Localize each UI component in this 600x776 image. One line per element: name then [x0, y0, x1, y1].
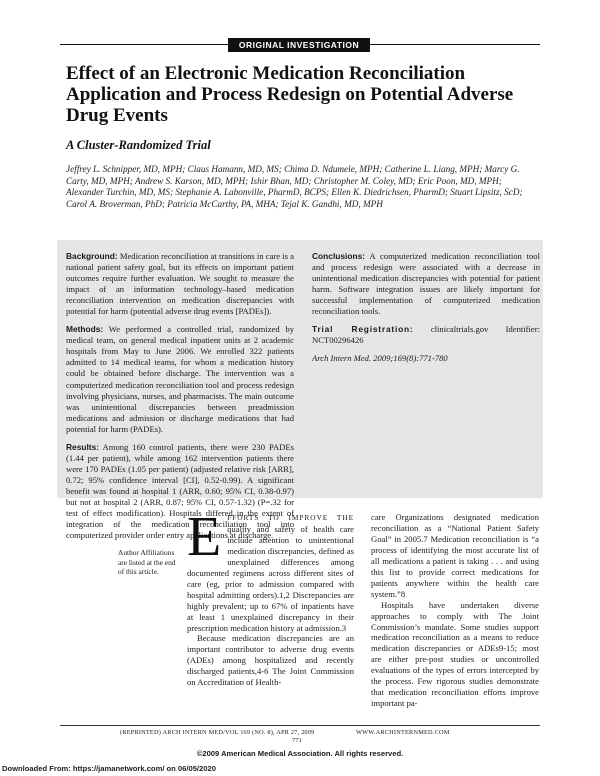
abstract-conclusions	[312, 251, 540, 317]
section-label: ORIGINAL INVESTIGATION	[228, 38, 370, 52]
download-notice: Downloaded From: https://jamanetwork.com/ on 06/05/2020	[2, 764, 216, 773]
body-paragraph-1	[187, 506, 354, 633]
page-number: 771	[292, 737, 302, 744]
background-label: Background:	[66, 251, 118, 261]
body-paragraph-4: Hospitals have undertaken diverse approaches to comply with The Joint Commission’s mandate. Some studies support medication reconciliation as a means to reduce medication discrepancies or ADEs9-15; most are either pre-post studies or uncontrolled evaluations of the types of errors intercepted by the process. Few rigorous studies demonstrate that medication reconciliation efforts improve important pa-	[371, 599, 539, 709]
conclusions-text: A computerized medication reconciliation tool and process redesign were associated with a decrease in unintentional medication discrepancies with potential for patient harm. Software integration issues are likely important for successful implementation of computerized medication reconciliation tools.	[312, 251, 540, 317]
conclusions-label: Conclusions:	[312, 251, 366, 261]
trial-registration-label: Trial Registration:	[312, 324, 414, 335]
drop-cap: E	[187, 506, 222, 568]
abstract-column-left	[66, 251, 294, 548]
body-paragraph-1-text: quality and safety of health care include attention to unintentional medication discrepancies, defined as unexplained differences among documented regimens across different sites of care (eg, prior to admission compared with hospital admitting orders).1,2 Discrepancies are highly prevalent; up to 67% of inpatients have at least 1 unexplained discrepancy in their prescription medication history at admission.3	[187, 523, 354, 633]
author-list: Jeffrey L. Schnipper, MD, MPH; Claus Hamann, MD, MS; Chima D. Ndumele, MPH; Catherine L. Liang, MPH; Marcy G. Carty, MD, MPH; Andrew S. Karson, MD, MPH; Ishir Bhan, MD; Christopher M. Coley, MD; Eric Poon, MD, MPH; Alexander Turchin, MD, MS; Stephanie A. Labonville, PharmD, BCPS; Ellen K. Diedrichsen, PharmD; Stuart Lipsitz, ScD; Carol A. Broverman, PhD; Patricia McCarthy, PA, MHA; Tejal K. Gandhi, MD, MPH	[66, 164, 523, 209]
abstract-column-right	[312, 251, 540, 371]
article-title: Effect of an Electronic Medication Reconciliation Application and Process Redesign on Potential Adverse Drug Events	[66, 63, 514, 126]
abstract-trial-registration	[312, 324, 540, 346]
article-subtitle: A Cluster-Randomized Trial	[66, 138, 211, 152]
footer-rule	[60, 725, 540, 726]
body-paragraph-3: care Organizations designated medication reconciliation as a “National Patient Safety Goal” in 2005.7 Medication reconciliation is “a process of identifying the most accurate list of all medications a patient is taking . . . and using this list to provide correct medications for patients anywhere within the health care system.”8	[371, 512, 539, 599]
background-text: Medication reconciliation at transitions in care is a national patient safety goal, but its effects on important patient outcomes require further evaluation. We sought to measure the impact of an information technology–based medication reconciliation intervention on medication discrepancies with potential for harm (potential adverse drug events [PADEs]).	[66, 251, 294, 317]
trial-registration-text: clinicaltrials.gov Identifier: NCT00296426	[312, 324, 540, 346]
footer-journal-reference: (REPRINTED) ARCH INTERN MED/VOL 169 (NO. 8), APR 27, 2009	[120, 729, 315, 736]
methods-label: Methods:	[66, 324, 104, 335]
body-column-2	[371, 512, 539, 709]
body-paragraph-2: Because medication discrepancies are an important contributor to adverse drug events (ADEs) among hospitalized and recently discharged patients,4-6 The Joint Commission on Accreditation of Health-	[187, 633, 354, 688]
results-label: Results:	[66, 441, 100, 452]
abstract-methods	[66, 324, 294, 434]
copyright-notice: ©2009 American Medical Association. All rights reserved.	[196, 749, 404, 758]
abstract-background	[66, 251, 294, 317]
author-affiliations-note: Author Affiliations are listed at the end of this article.	[118, 548, 176, 577]
methods-text: We performed a controlled trial, randomized by medical team, on general medical inpatient units at 2 academic hospitals from May to June 2006. We enrolled 322 patients admitted to 14 medical teams, for whom a medication history could be obtained before discharge. The intervention was a computerized medication reconciliation tool and process redesign involving physicians, nurses, and pharmacists. The main outcome was unintentional discrepancies between preadmission medications and admission or discharge medications that had potential for harm (PADEs).	[66, 324, 294, 434]
body-column-1	[187, 506, 354, 688]
body-lead-in: FFORTS TO IMPROVE THE	[227, 513, 354, 522]
results-text: Among 160 control patients, there were 230 PADEs (1.44 per patient), while among 162 intervention patients there were 170 PADEs (1.05 per patient) (adjusted relative risk [ARR], 0.72; 95% confidence interval [CI], 0.52-0.99). A significant benefit was found at hospital 1 (ARR, 0.60; 95% CI, 0.38-0.97) but not at hospital 2 (ARR, 0.87; 95% CI, 0.57-1.32) (P=.32 for test of effect modification). Hospitals differed in the extent of integration of the medication reconciliation tool into computerized provider order entry applications at discharge.	[66, 441, 294, 541]
footer-website: WWW.ARCHINTERNMED.COM	[356, 729, 450, 736]
article-citation: Arch Intern Med. 2009;169(8):771-780	[312, 353, 448, 364]
